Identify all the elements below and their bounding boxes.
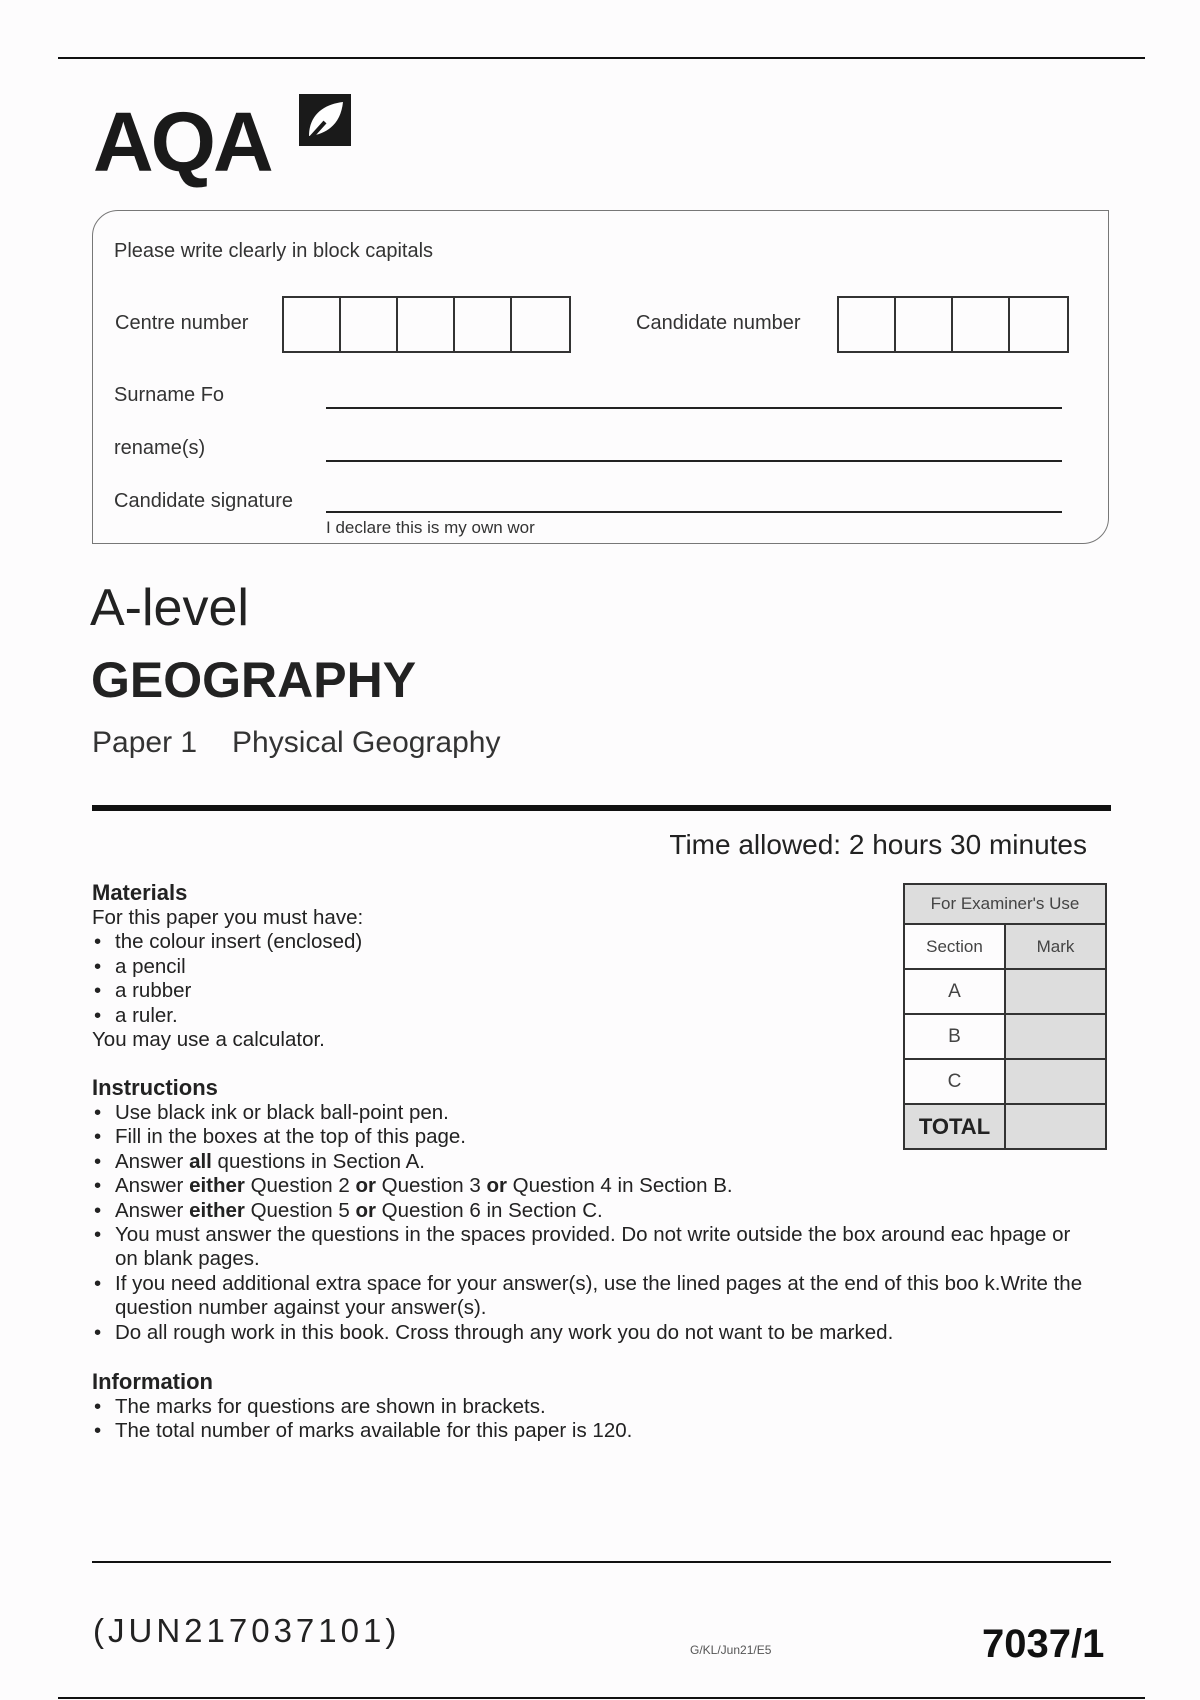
- candidate-number-label: Candidate number: [636, 312, 801, 334]
- paper-name: Physical Geography: [232, 726, 501, 759]
- instruction-text: or: [355, 1174, 376, 1198]
- section-a: A: [904, 969, 1005, 1014]
- paper-reference: G/KL/Jun21/E5: [690, 1643, 772, 1657]
- block-capitals-prompt: Please write clearly in block capitals: [114, 240, 434, 262]
- mark-cell-b: [1005, 1014, 1106, 1059]
- centre-number-input[interactable]: [282, 296, 571, 353]
- instruction-text: Fill in the boxes at the top of this page.: [115, 1125, 466, 1149]
- instruction-text: either: [189, 1198, 245, 1222]
- top-rule: [58, 57, 1145, 59]
- calculator-note: You may use a calculator.: [92, 1028, 325, 1052]
- logo-text: AQA: [93, 95, 271, 189]
- instruction-item: [92, 1150, 1092, 1174]
- information-item: • The total number of marks available for this paper is 120.: [92, 1419, 632, 1443]
- examiner-use-table: [903, 883, 1107, 1150]
- forename-label: rename(s): [114, 437, 206, 459]
- declaration-text: I declare this is my own wor: [326, 518, 535, 537]
- instruction-text: or: [486, 1174, 507, 1198]
- instruction-item: [92, 1223, 1092, 1272]
- mark-header: Mark: [1005, 924, 1106, 969]
- footer-rule: [92, 1561, 1111, 1563]
- information-section: [92, 1369, 632, 1444]
- aqa-logo: [93, 95, 271, 189]
- instruction-text: You must answer the questions in the spaces provided. Do not write outside the box around eac hpage or on blank pages.: [115, 1223, 1071, 1271]
- instruction-item: [92, 1199, 1092, 1223]
- instruction-text: Question 4 in Section B.: [506, 1174, 733, 1198]
- materials-intro: For this paper you must have:: [92, 906, 364, 929]
- instruction-item: [92, 1272, 1092, 1321]
- title-rule: [92, 805, 1111, 811]
- bottom-rule: [58, 1697, 1145, 1699]
- materials-item: • a rubber: [92, 979, 363, 1003]
- time-allowed: Time allowed: 2 hours 30 minutes: [669, 829, 1087, 860]
- instruction-text: Question 6 in Section C.: [375, 1198, 603, 1222]
- signature-label: Candidate signature: [114, 490, 294, 512]
- total-label: TOTAL: [904, 1104, 1005, 1149]
- materials-item: • a pencil: [92, 955, 363, 979]
- forename-input[interactable]: [326, 460, 1062, 462]
- surname-input[interactable]: [326, 407, 1062, 409]
- instruction-text: If you need additional extra space for your answer(s), use the lined pages at the end of this boo k.Write the question number against your answer(s).: [115, 1271, 1083, 1320]
- surname-label: Surname Fo: [114, 384, 225, 406]
- instruction-text: Question 5: [244, 1198, 356, 1222]
- instruction-text: Do all rough work in this book. Cross through any work you do not want to be marked.: [115, 1320, 894, 1344]
- instruction-text: Answer: [115, 1149, 190, 1173]
- examiner-table-title: For Examiner's Use: [904, 884, 1106, 924]
- instruction-text: questions in Section A.: [211, 1149, 425, 1173]
- mark-cell-c: [1005, 1059, 1106, 1104]
- materials-item: • a ruler.: [92, 1004, 363, 1028]
- instruction-text: Question 3: [375, 1174, 487, 1198]
- mark-cell-total: [1005, 1104, 1106, 1149]
- instruction-text: Question 2: [244, 1174, 356, 1198]
- instruction-text: Use black ink or black ball-point pen.: [115, 1101, 449, 1124]
- mark-cell-a: [1005, 969, 1106, 1014]
- materials-item: • the colour insert (enclosed): [92, 930, 363, 954]
- instruction-text: Answer: [115, 1198, 190, 1222]
- qualification-level: A-level: [90, 579, 249, 637]
- section-header: Section: [904, 924, 1005, 969]
- paper-code: 7037/1: [982, 1622, 1105, 1666]
- instruction-item: [92, 1321, 1092, 1345]
- section-c: C: [904, 1059, 1005, 1104]
- materials-section: [92, 880, 363, 1052]
- instruction-item: [92, 1174, 1092, 1198]
- materials-heading: Materials: [92, 880, 188, 905]
- barcode-text: (JUN217037101): [93, 1612, 401, 1649]
- instructions-heading: Instructions: [92, 1075, 218, 1100]
- instruction-text: all: [189, 1149, 212, 1173]
- section-b: B: [904, 1014, 1005, 1059]
- instruction-text: either: [189, 1174, 245, 1198]
- subject-title: GEOGRAPHY: [91, 652, 417, 708]
- centre-number-label: Centre number: [115, 312, 249, 334]
- signature-input[interactable]: [326, 511, 1062, 513]
- information-item: • The marks for questions are shown in brackets.: [92, 1395, 632, 1419]
- leaf-icon: [295, 92, 353, 148]
- candidate-number-input[interactable]: [837, 296, 1069, 353]
- instruction-text: or: [355, 1198, 376, 1222]
- paper-number: Paper 1: [92, 726, 198, 759]
- instruction-text: Answer: [115, 1174, 190, 1198]
- information-heading: Information: [92, 1369, 213, 1394]
